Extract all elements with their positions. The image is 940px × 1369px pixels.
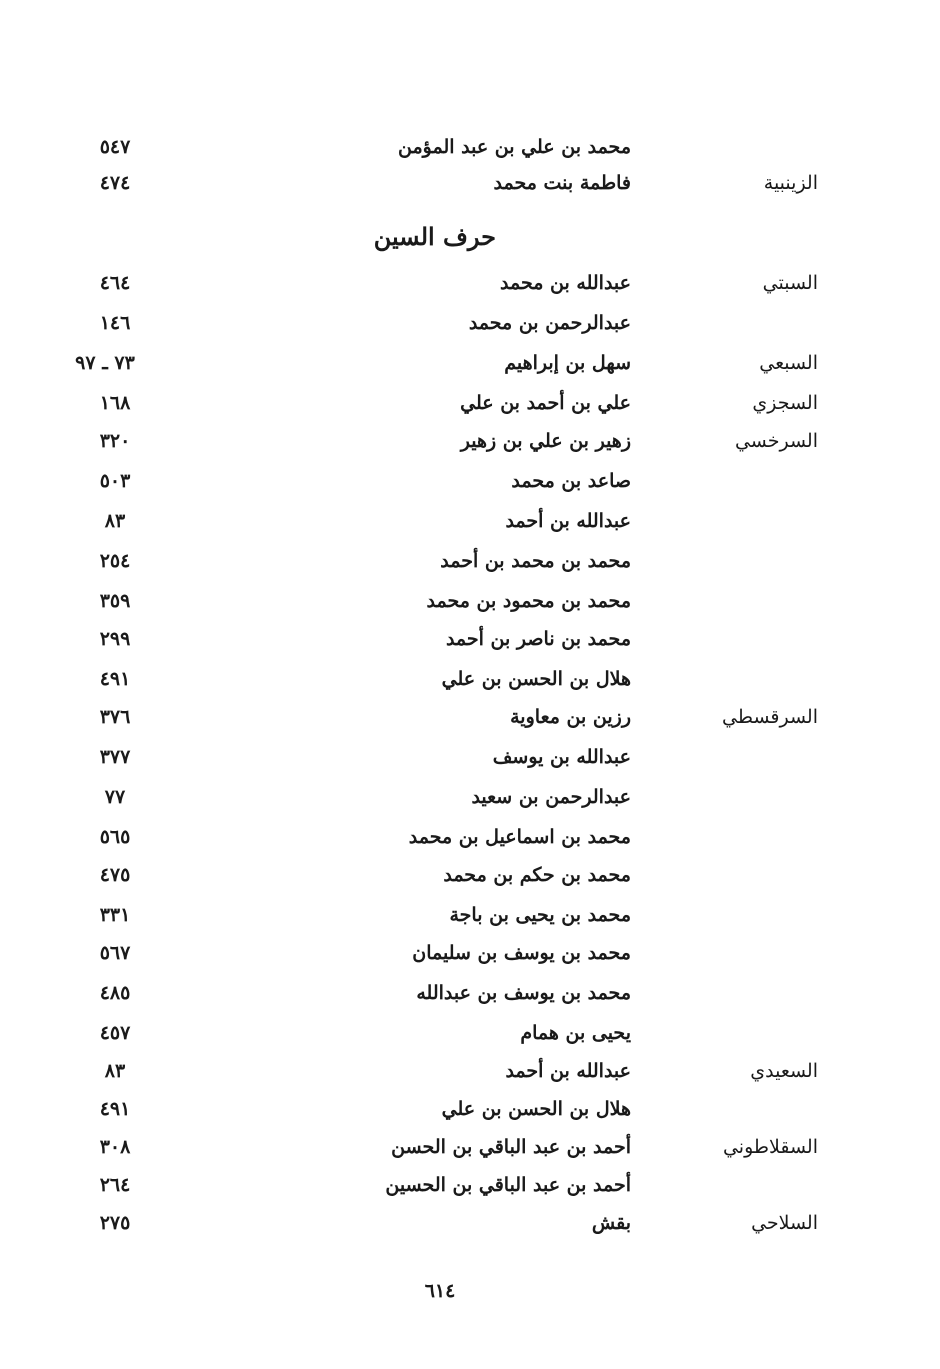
index-row [0, 542, 940, 580]
person-name: رزين بن معاوية [510, 706, 631, 728]
person-name: محمد بن محمود بن محمد [426, 590, 631, 612]
person-name: عبدالله بن أحمد [505, 510, 631, 532]
nisba: السعيدي [750, 1060, 818, 1082]
person-name: محمد بن ناصر بن أحمد [445, 628, 631, 650]
page-reference: ٥٦٧ [99, 942, 131, 964]
person-name: فاطمة بنت محمد [493, 172, 631, 194]
nisba: السبعي [759, 352, 818, 374]
nisba: السبتي [762, 272, 818, 294]
index-row [0, 738, 940, 776]
page-reference: ٢٧٥ [99, 1212, 131, 1234]
person-name: محمد بن اسماعيل بن محمد [408, 826, 631, 848]
page-reference: ٤٦٤ [99, 272, 131, 294]
section-heading: حرف السين [373, 222, 496, 251]
index-row [0, 502, 940, 540]
person-name: محمد بن محمد بن أحمد [440, 550, 631, 572]
person-name: محمد بن علي بن عبد المؤمن [398, 136, 631, 158]
page-reference: ٥٤٧ [99, 136, 131, 158]
index-row [0, 778, 940, 816]
nisba: السلاحي [751, 1212, 818, 1234]
person-name: بقش [591, 1212, 631, 1234]
index-row [0, 384, 940, 422]
page-reference: ٣٠٨ [99, 1136, 131, 1158]
index-row [0, 128, 940, 166]
index-row [0, 304, 940, 342]
nisba: السقلاطوني [722, 1136, 818, 1158]
index-row [0, 934, 940, 972]
index-row [0, 698, 940, 736]
page-reference: ٧٣ ـ ٩٧ [75, 352, 135, 374]
index-row [0, 582, 940, 620]
person-name: هلال بن الحسن بن علي [441, 668, 631, 690]
index-row [0, 856, 940, 894]
page-reference: ٣٧٦ [99, 706, 131, 728]
page-reference: ٣٧٧ [99, 746, 131, 768]
nisba: السرخسي [734, 430, 818, 452]
page-reference: ٤٨٥ [99, 982, 131, 1004]
page-reference: ٧٧ [104, 786, 126, 808]
person-name: سهل بن إبراهيم [504, 352, 631, 374]
person-name: محمد بن حكم بن محمد [443, 864, 631, 886]
page-reference: ٤٩١ [99, 1098, 131, 1120]
page-reference: ٤٩١ [99, 668, 131, 690]
index-row [0, 974, 940, 1012]
page-reference: ٣٣١ [99, 904, 131, 926]
index-row [0, 620, 940, 658]
person-name: علي بن أحمد بن علي [460, 392, 631, 414]
person-name: أحمد بن عبد الباقي بن الحسن [391, 1136, 631, 1158]
index-row [0, 660, 940, 698]
index-row [0, 1052, 940, 1090]
person-name: هلال بن الحسن بن علي [441, 1098, 631, 1120]
nisba: الزينبية [763, 172, 818, 194]
person-name: محمد بن يوسف بن سليمان [412, 942, 631, 964]
index-row [0, 344, 940, 382]
page-number: ٦١٤ [424, 1280, 456, 1302]
page-reference: ٨٣ [104, 510, 126, 532]
person-name: يحيى بن همام [520, 1022, 631, 1044]
index-row [0, 1204, 940, 1242]
person-name: عبدالله بن محمد [500, 272, 631, 294]
page-reference: ١٤٦ [99, 312, 131, 334]
person-name: عبدالرحمن بن سعيد [471, 786, 631, 808]
person-name: محمد بن يحيى بن باجة [449, 904, 631, 926]
page-reference: ٨٣ [104, 1060, 126, 1082]
person-name: عبدالله بن أحمد [505, 1060, 631, 1082]
page-reference: ٢٩٩ [99, 628, 131, 650]
person-name: صاعد بن محمد [511, 470, 631, 492]
index-row [0, 1090, 940, 1128]
person-name: عبدالرحمن بن محمد [468, 312, 631, 334]
page-reference: ٤٧٥ [99, 864, 131, 886]
person-name: محمد بن يوسف بن عبدالله [416, 982, 631, 1004]
index-row [0, 1166, 940, 1204]
page-reference: ٥٠٣ [99, 470, 131, 492]
index-row [0, 896, 940, 934]
page-reference: ١٦٨ [99, 392, 131, 414]
index-row [0, 264, 940, 302]
index-row [0, 1128, 940, 1166]
page-reference: ٣٥٩ [99, 590, 131, 612]
page-reference: ٣٢٠ [99, 430, 131, 452]
person-name: أحمد بن عبد الباقي بن الحسين [385, 1174, 631, 1196]
page-reference: ٢٥٤ [99, 550, 131, 572]
index-row [0, 1014, 940, 1052]
index-row [0, 818, 940, 856]
page-reference: ٤٥٧ [99, 1022, 131, 1044]
person-name: زهير بن علي بن زهير [460, 430, 631, 452]
index-row [0, 422, 940, 460]
person-name: عبدالله بن يوسف [492, 746, 631, 768]
page-reference: ٤٧٤ [99, 172, 131, 194]
index-row [0, 462, 940, 500]
page-reference: ٥٦٥ [99, 826, 131, 848]
nisba: السرقسطي [722, 706, 818, 728]
nisba: السجزي [752, 392, 818, 414]
page-reference: ٢٦٤ [99, 1174, 131, 1196]
index-row [0, 164, 940, 202]
